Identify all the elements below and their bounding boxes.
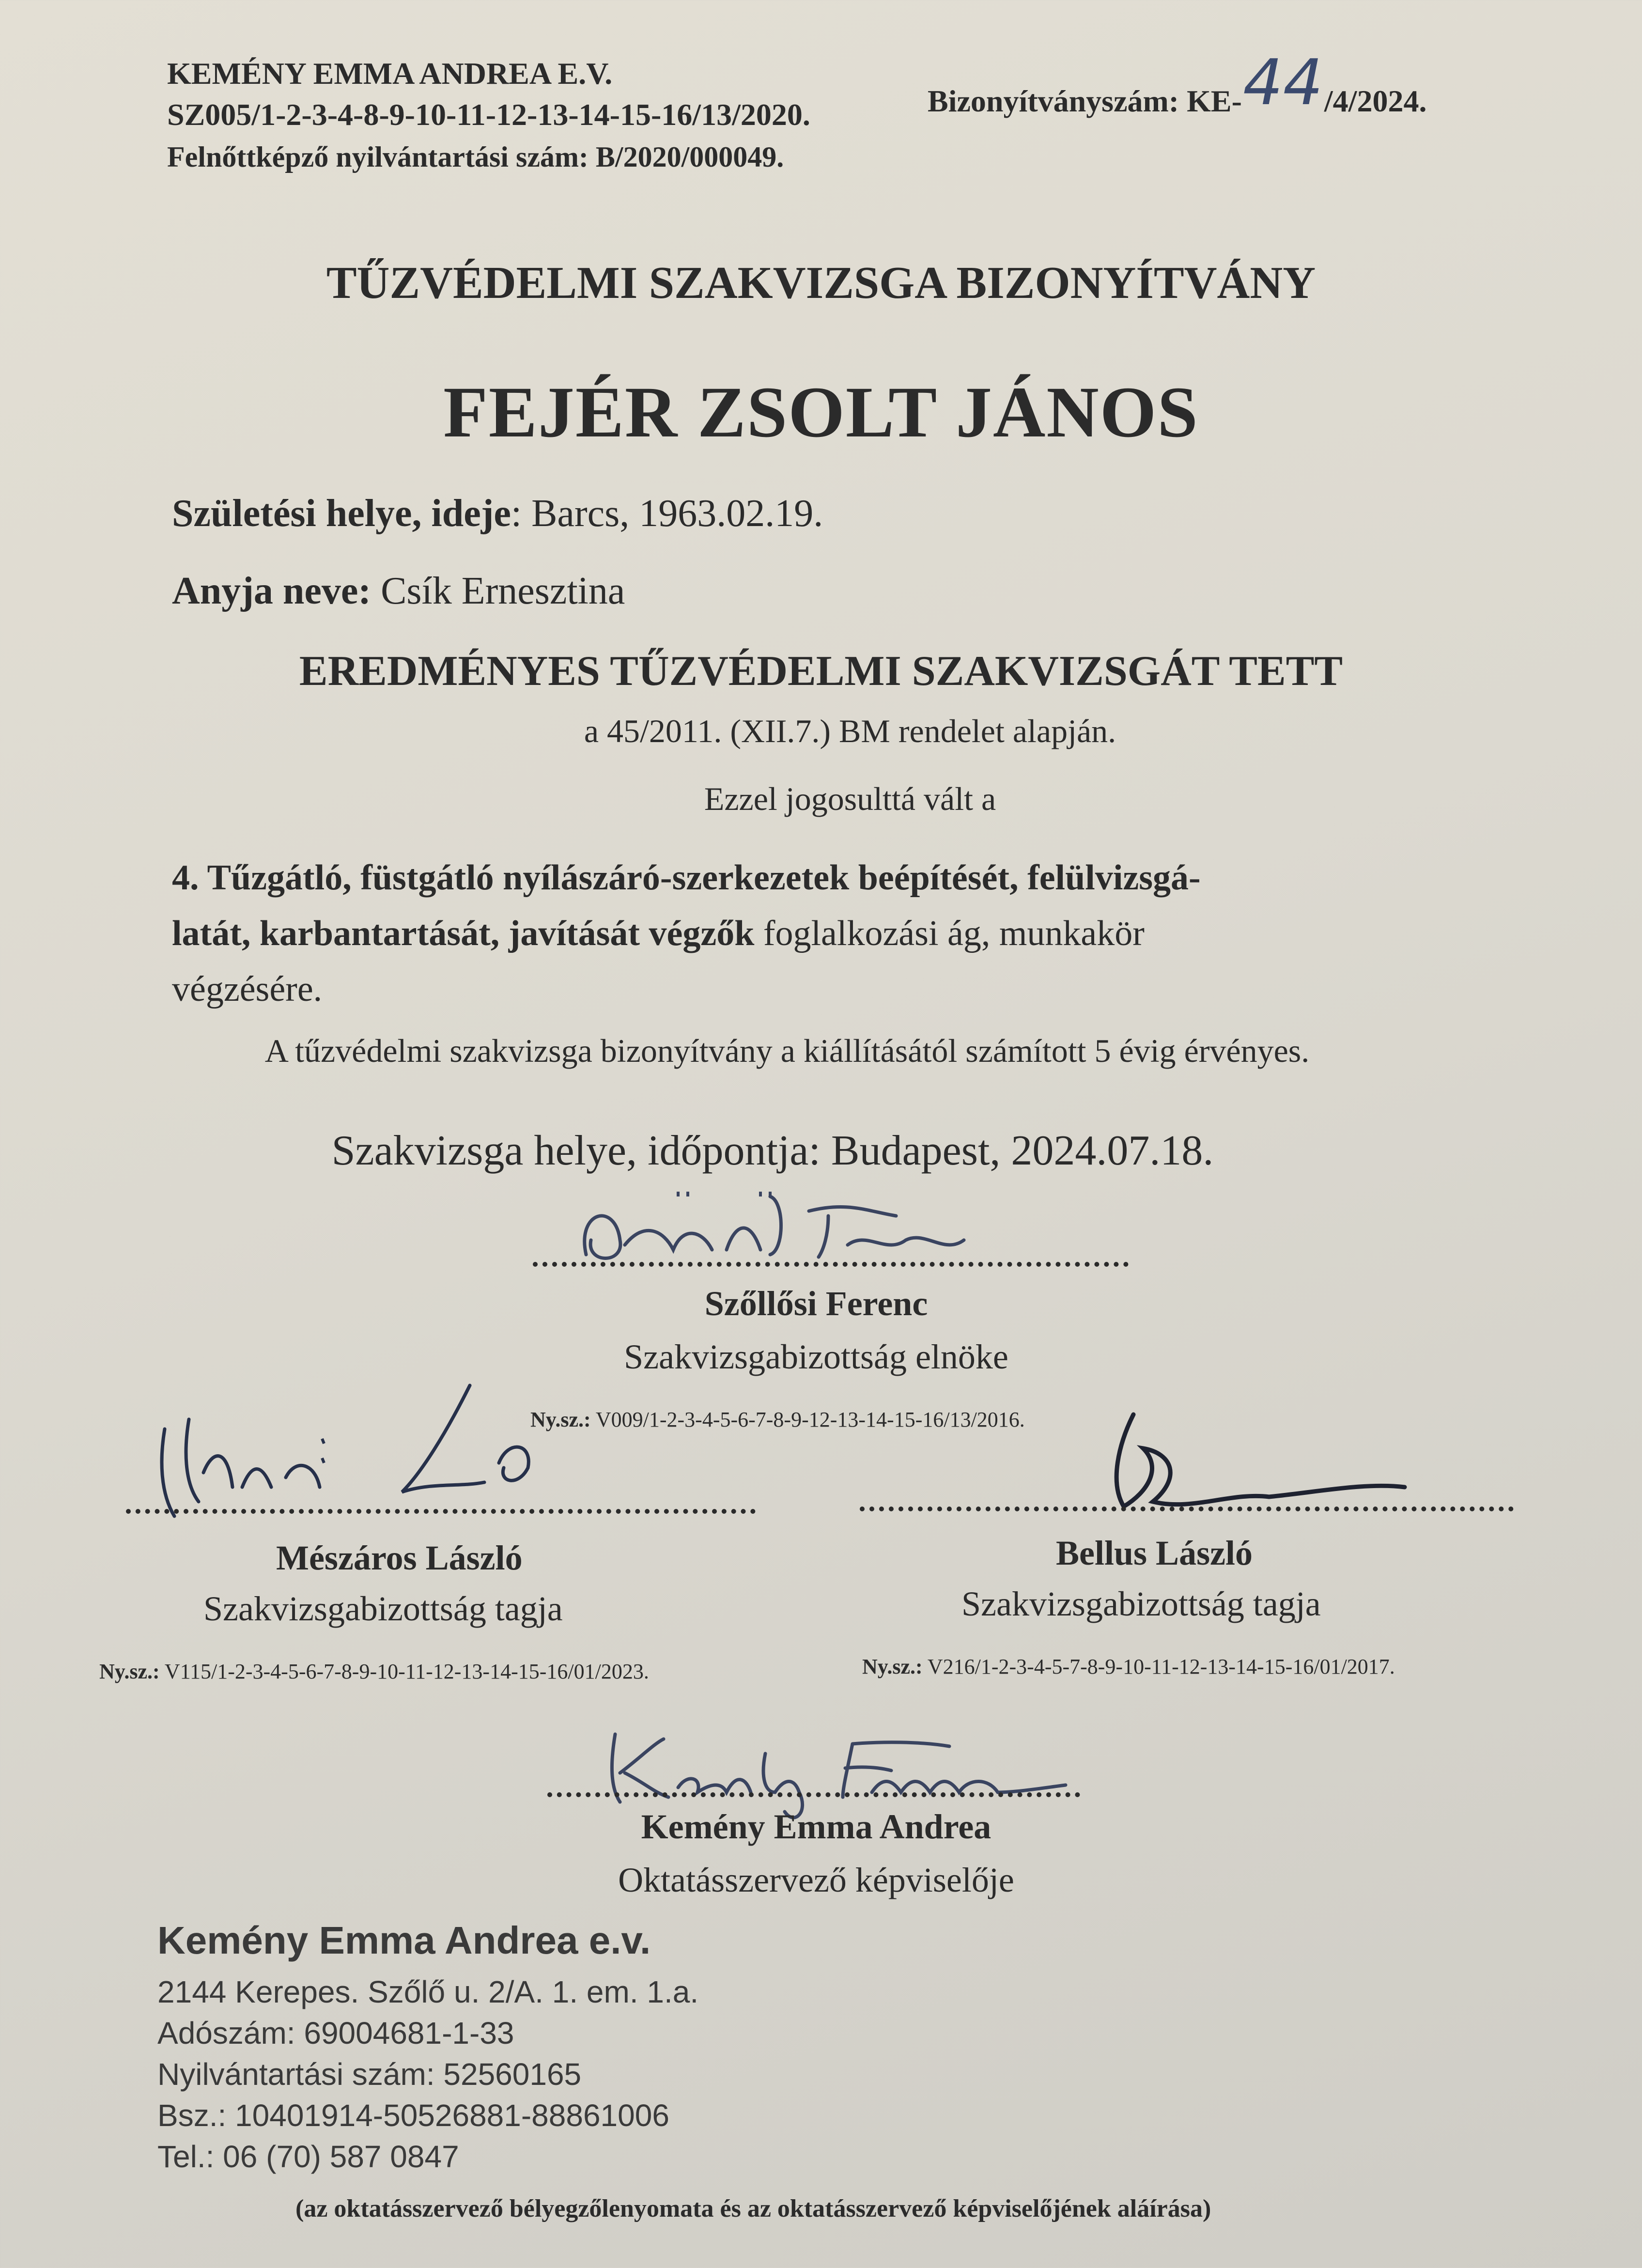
entitled-text: Ezzel jogosulttá vált a [704,780,996,817]
organizer-signature-line [547,1792,1080,1797]
stamp-address: 2144 Kerepes. Szőlő u. 2/A. 1. em. 1.a. [157,1974,699,2009]
member1-signature-line [126,1509,756,1514]
issuer-code: SZ005/1-2-3-4-8-9-10-11-12-13-14-15-16/13/2020. [167,97,810,132]
birth-value: : Barcs, 1963.02.19. [511,492,823,535]
member1-name: Mészáros László [276,1538,523,1577]
chair-name: Szőllősi Ferenc [704,1284,928,1323]
scope-line-2 [172,913,1145,954]
stamp-phone: Tel.: 06 (70) 587 0847 [157,2139,459,2174]
stamp-registration-number: Nyilvántartási szám: 52560165 [157,2057,582,2092]
member1-registration [99,1659,649,1684]
stamp-footer-note: (az oktatásszervező bélyegzőlenyomata és az oktatásszervező képviselőjének aláírása) [295,2195,1211,2222]
member2-signature [1066,1395,1502,1540]
scope-line-1: 4. Tűzgátló, füstgátló nyílászáró-szerkezetek beépítését, felülvizsgá- [172,858,1201,898]
mother-value: Csík Ernesztina [371,570,625,612]
mother-label: Anyja neve: [172,570,372,612]
birth-place-date [172,492,823,536]
organizer-signature [581,1715,1114,1812]
certificate-number-suffix: /4/2024. [1324,84,1427,118]
member1-registration-value: V115/1-2-3-4-5-6-7-8-9-10-11-12-13-14-15-16/01/2023. [159,1660,649,1683]
member2-registration-label: Ny.sz.: [862,1655,923,1678]
certificate-number-handwritten: 44 [1243,46,1323,119]
certificate-number [928,46,1427,121]
member2-registration-value: V216/1-2-3-4-5-7-8-9-10-11-12-13-14-15-16/01/2017. [922,1655,1395,1678]
certificate-number-label: Bizonyítványszám: KE- [928,84,1242,118]
holder-name: FEJÉR ZSOLT JÁNOS [443,372,1199,452]
member1-registration-label: Ny.sz.: [99,1660,160,1683]
member1-signature [131,1376,615,1521]
chair-registration-label: Ny.sz.: [530,1408,591,1431]
scope-line-2-bold: latát, karbantartását, javítását végzők [172,914,755,953]
chair-signature-line [533,1262,1129,1267]
stamp-bank-account: Bsz.: 10401914-50526881-88861006 [157,2098,669,2133]
passed-heading: EREDMÉNYES TŰZVÉDELMI SZAKVIZSGÁT TETT [299,648,1343,695]
chair-role: Szakvizsgabizottság elnöke [624,1337,1008,1376]
validity-text: A tűzvédelmi szakvizsga bizonyítvány a kiállításától számított 5 évig érvényes. [264,1032,1310,1069]
scope-line-3: végzésére. [172,969,323,1009]
member2-signature-line [860,1507,1514,1511]
organizer-role: Oktatásszervező képviselője [618,1861,1014,1899]
scope-line-2-rest: foglalkozási ág, munkakör [754,914,1145,953]
document-title: TŰZVÉDELMI SZAKVIZSGA BIZONYÍTVÁNY [326,258,1316,308]
adult-education-registration: Felnőttképző nyilvántartási szám: B/2020/000049. [167,141,784,173]
birth-label: Születési helye, ideje [172,492,511,535]
exam-place-date: Szakvizsga helye, időpontja: Budapest, 2024.07.18. [331,1127,1214,1174]
member1-role: Szakvizsgabizottság tagja [203,1589,563,1628]
stamp-tax-number: Adószám: 69004681-1-33 [157,2016,514,2051]
mother-name [172,569,625,613]
chair-registration-value: V009/1-2-3-4-5-6-7-8-9-12-13-14-15-16/13/2016. [590,1408,1025,1431]
legal-basis: a 45/2011. (XII.7.) BM rendelet alapján. [584,713,1116,749]
organizer-name: Kemény Emma Andrea [641,1807,991,1846]
member2-registration [862,1654,1395,1679]
stamp-company-name: Kemény Emma Andrea e.v. [157,1919,651,1962]
member2-role: Szakvizsgabizottság tagja [961,1584,1321,1623]
issuer-name: KEMÉNY EMMA ANDREA E.V. [167,56,613,91]
member2-name: Bellus László [1056,1534,1253,1572]
